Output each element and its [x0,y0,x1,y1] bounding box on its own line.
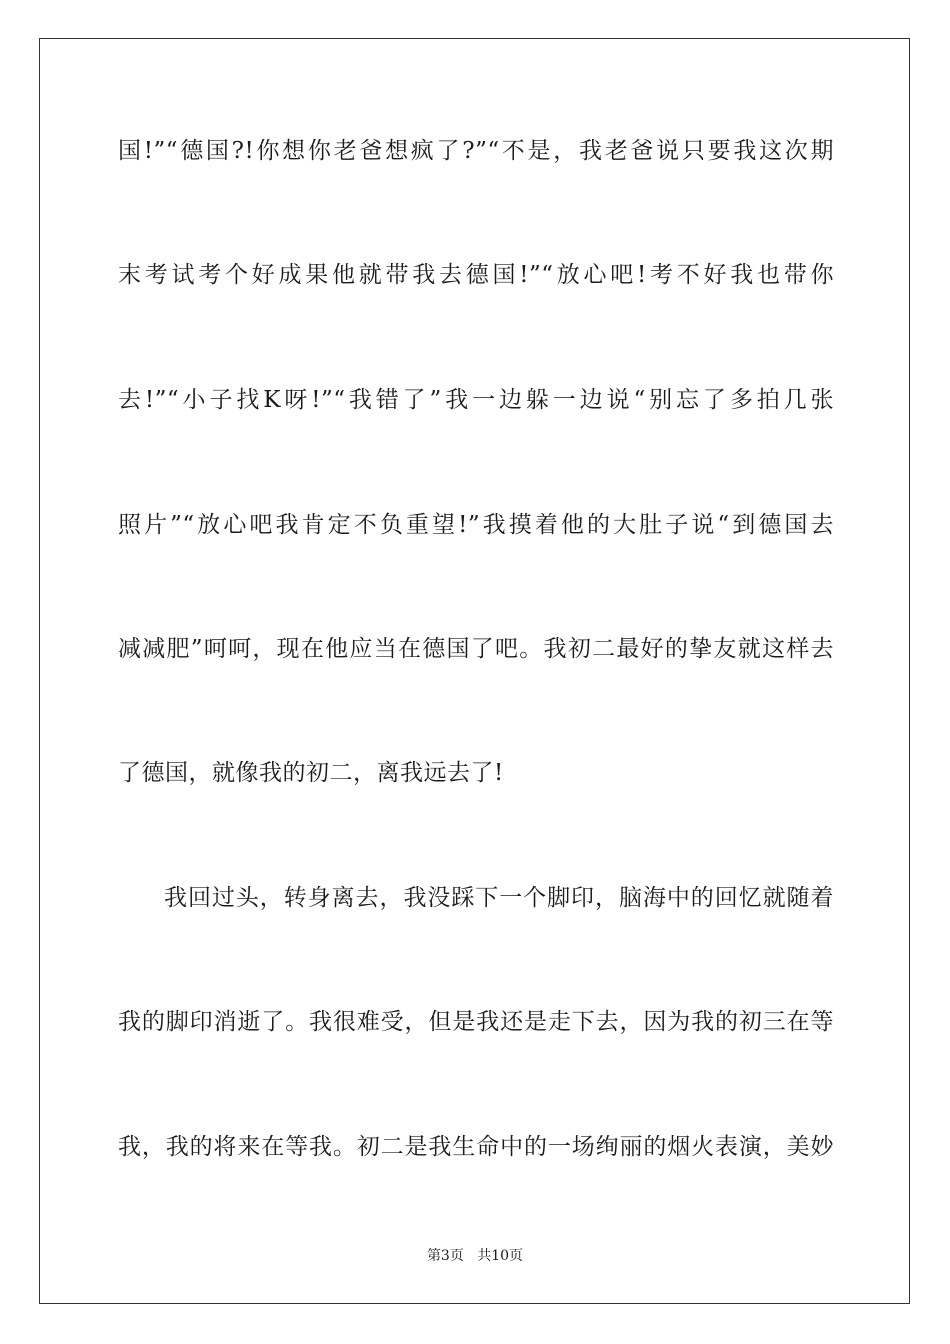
text-line: 去!”“小子找K呀!”“我错了”我一边躲一边说“别忘了多拍几张 [118,387,834,413]
page-number: 第3页 [426,1248,464,1264]
text-line: 我的脚印消逝了。我很难受，但是我还是走下去，因为我的初三在等 [118,1009,834,1035]
text-line: 了德国，就像我的初二，离我远去了! [118,760,504,786]
page-total: 共10页 [477,1248,524,1264]
text-line: 我，我的将来在等我。初二是我生命中的一场绚丽的烟火表演，美妙 [118,1134,834,1160]
text-line: 照片”“放心吧我肯定不负重望!”我摸着他的大肚子说“到德国去 [118,512,834,538]
paragraph-first-line: 我回过头，转身离去，我没踩下一个脚印，脑海中的回忆就随着 [164,885,834,911]
page-footer [0,1247,950,1265]
text-line: 减减肥”呵呵，现在他应当在德国了吧。我初二最好的挚友就这样去 [118,636,834,662]
page-border [39,38,910,1304]
text-line: 国!”“德国?!你想你老爸想疯了?”“不是，我老爸说只要我这次期 [118,138,834,164]
text-line: 末考试考个好成果他就带我去德国!”“放心吧!考不好我也带你 [118,262,834,288]
